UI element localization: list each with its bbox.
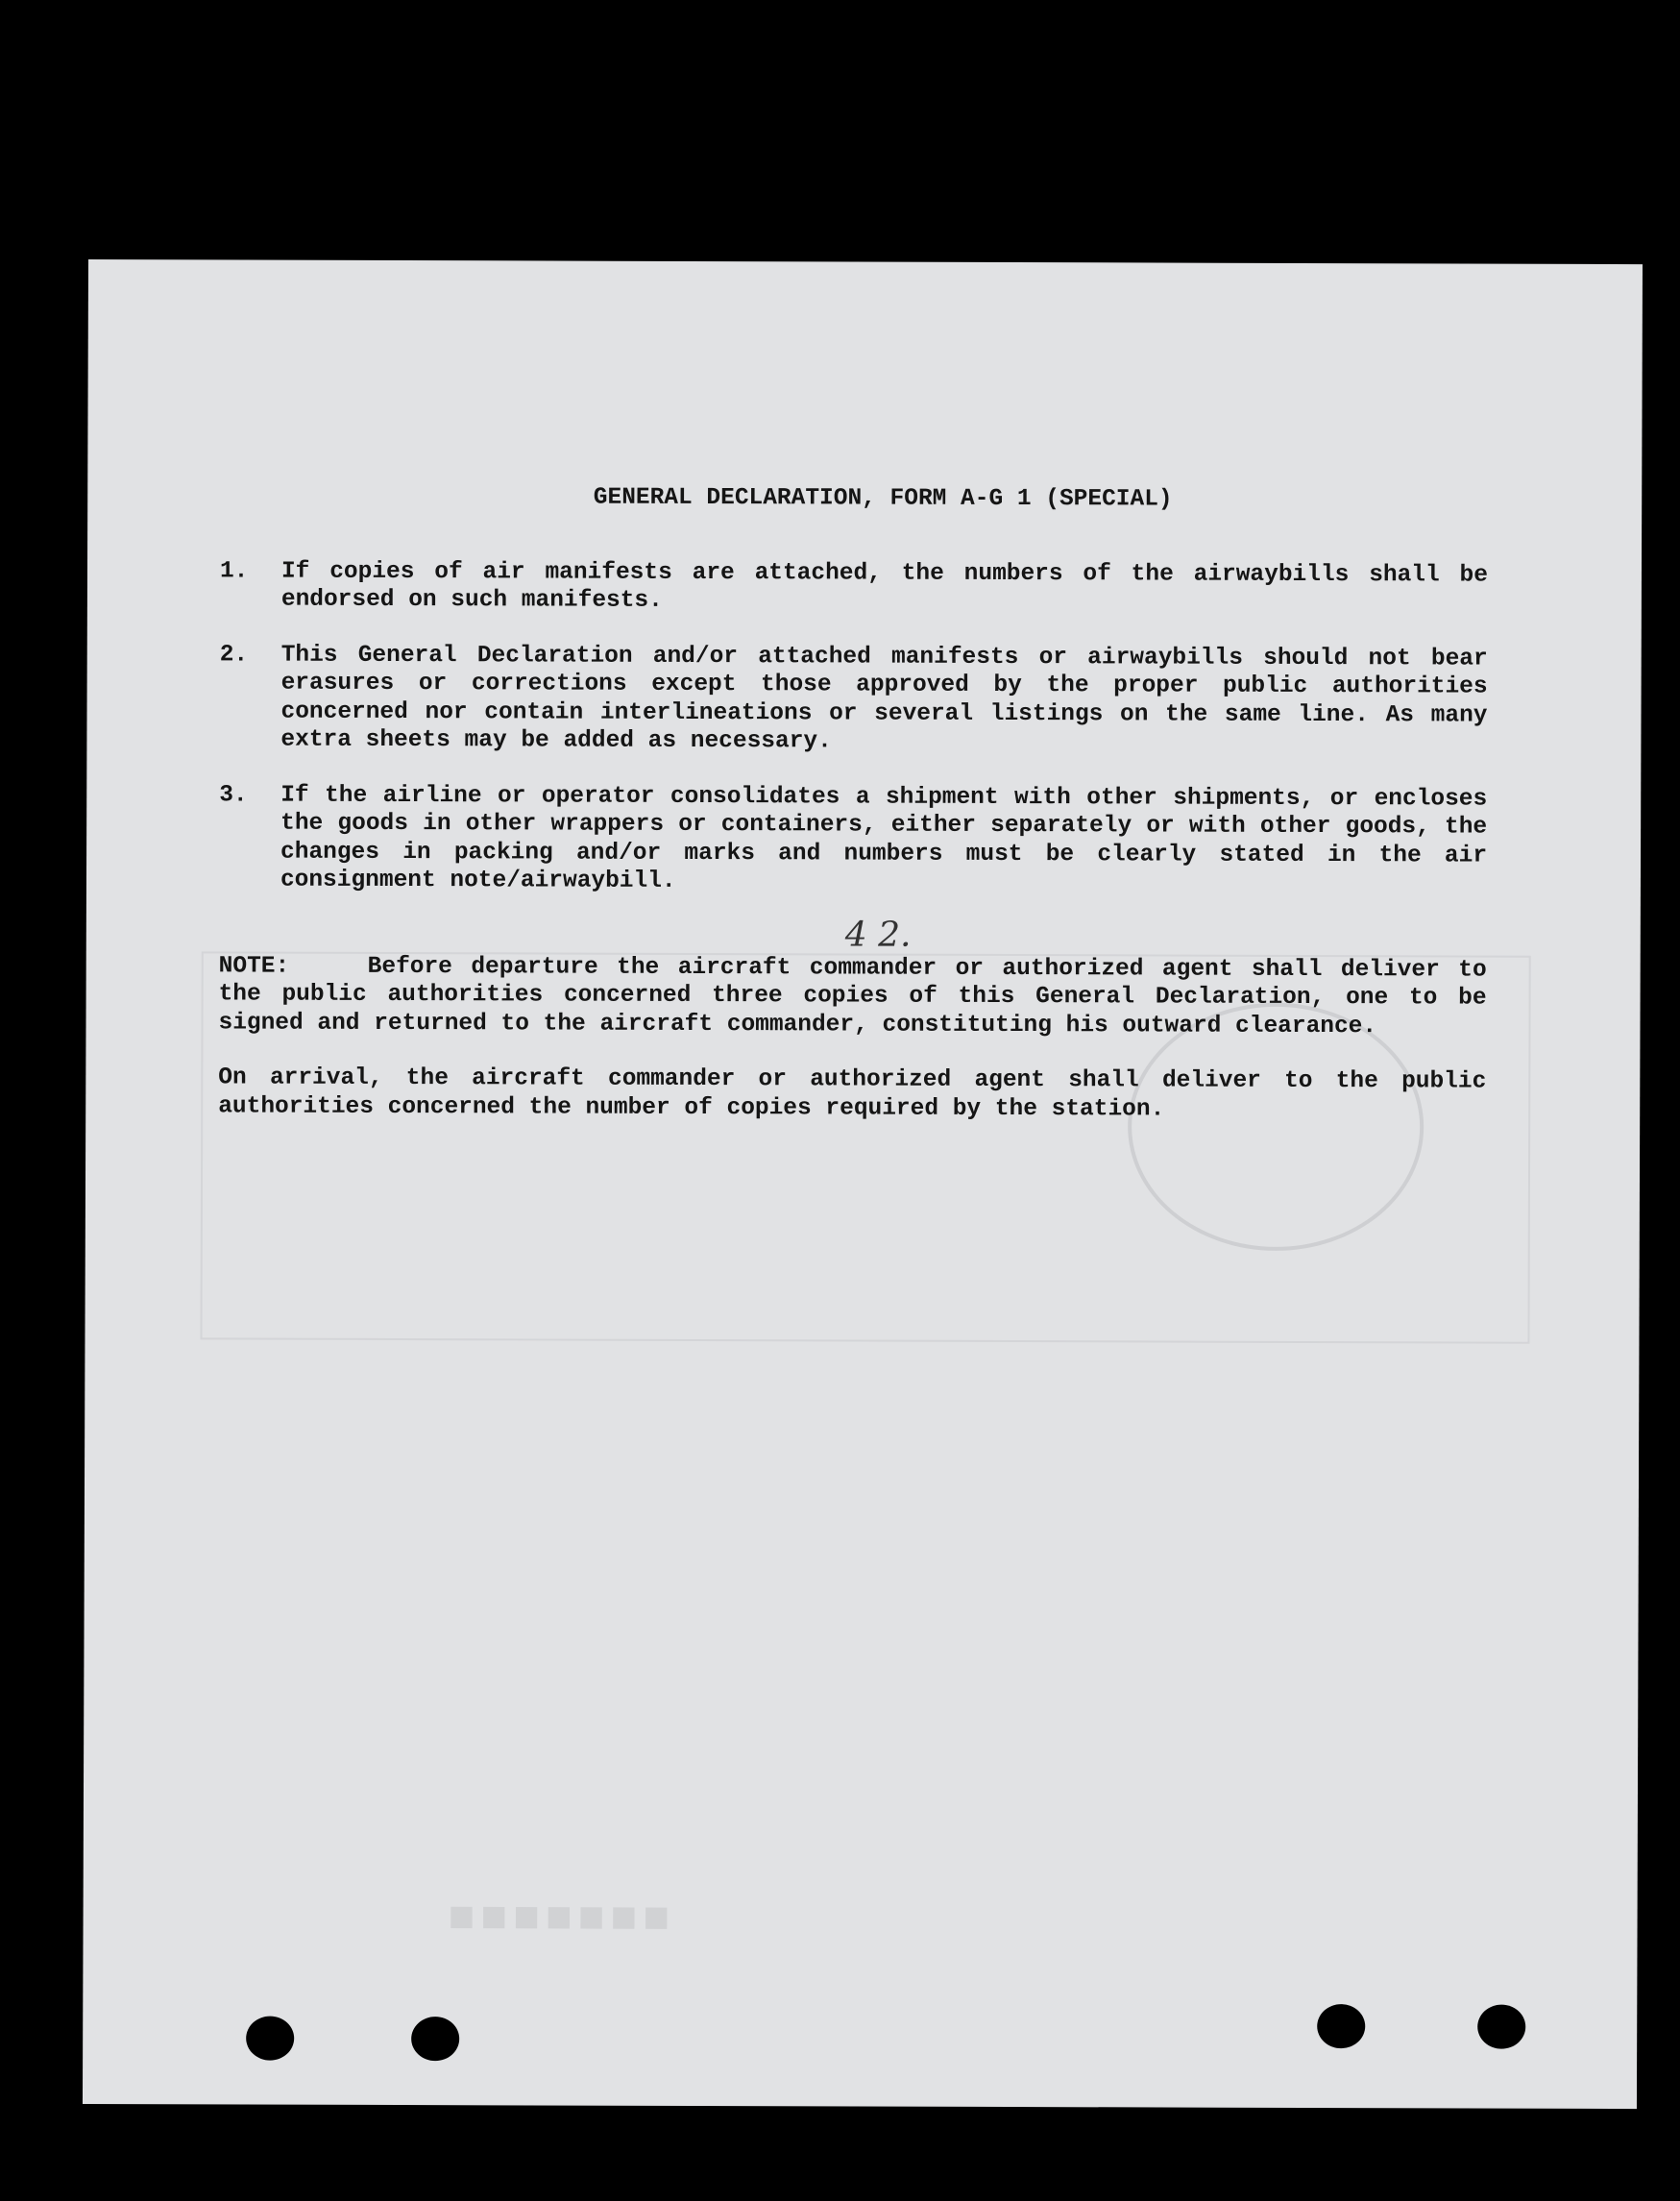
instruction-number: 2. bbox=[219, 641, 249, 669]
instruction-item bbox=[219, 641, 1487, 758]
punch-hole bbox=[1477, 2005, 1525, 2049]
arrival-paragraph: On arrival, the aircraft commander or authorized agent shall deliver to the public authorities concerned the number of copies required by the station. bbox=[218, 1064, 1487, 1123]
instruction-item bbox=[219, 781, 1487, 898]
handwritten-mark: 4 2. bbox=[844, 915, 912, 955]
bleed-through-heading: ■■■■■■■ bbox=[448, 1895, 676, 1944]
declaration-text bbox=[218, 482, 1488, 1124]
note-label: NOTE: bbox=[218, 952, 290, 980]
paper-sheet bbox=[83, 259, 1643, 2109]
punch-hole bbox=[411, 2017, 459, 2061]
punch-hole bbox=[246, 2017, 294, 2061]
note-text: Before departure the aircraft commander or authorized agent shall deliver to the public authorities concerned three copies of this General Declaration, one to be signed and returned to the aircraft commander, constituting his outward clearance. bbox=[218, 953, 1487, 1039]
instruction-text: If the airline or operator consolidates a shipment with other shipments, or encloses the goods in other wrappers or containers, either separately or with other goods, the changes in packing and/or marks and numbers must be clearly stated in the air consignment note/airwaybill. bbox=[280, 782, 1488, 894]
instruction-text: If copies of air manifests are attached, the numbers of the airwaybills shall be endorsed on such manifests. bbox=[280, 558, 1489, 614]
instruction-number: 3. bbox=[219, 781, 248, 809]
note-paragraph bbox=[218, 952, 1486, 1041]
instruction-item bbox=[220, 557, 1488, 618]
page-title: GENERAL DECLARATION, FORM A-G 1 (SPECIAL) bbox=[593, 484, 1173, 513]
instruction-text: This General Declaration and/or attached manifests or airwaybills should not bear erasures or corrections except those approved by the proper public authorities concerned nor contain interlineations or several listings on the same line. As many extra sheets may be added as necessary. bbox=[280, 642, 1488, 755]
instruction-number: 1. bbox=[219, 557, 249, 585]
punch-hole bbox=[1317, 2004, 1365, 2048]
